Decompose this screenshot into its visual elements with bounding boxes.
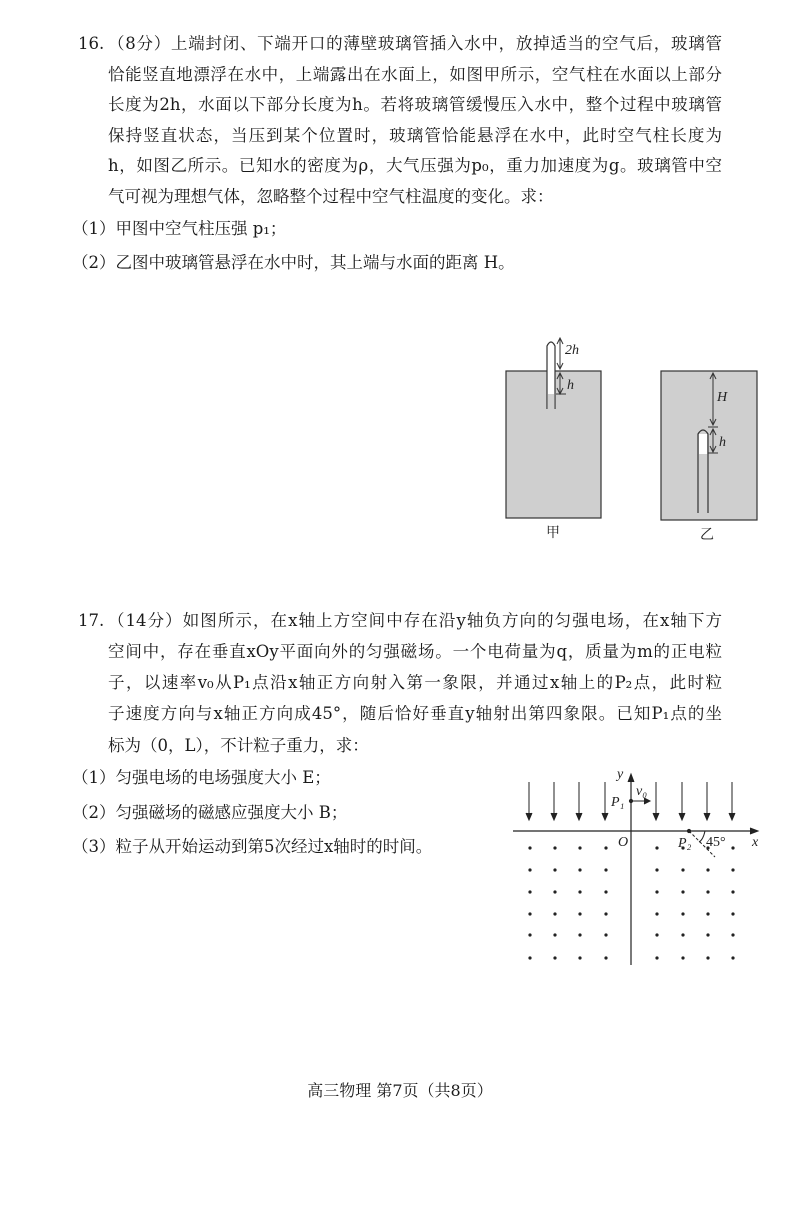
field-dot	[553, 868, 556, 871]
arrow-head	[679, 813, 685, 820]
field-dot	[553, 956, 556, 959]
field-dot	[578, 956, 581, 959]
field-dot	[604, 868, 607, 871]
field-dot	[604, 933, 607, 936]
field-dot	[528, 868, 531, 871]
field-dot	[681, 956, 684, 959]
q16-subquestion-1: （1）甲图中空气柱压强 p₁；	[72, 219, 287, 238]
field-dot	[528, 846, 531, 849]
field-dot	[731, 912, 734, 915]
label-v0: v₀	[636, 784, 648, 799]
field-dot	[604, 956, 607, 959]
field-dot	[706, 956, 709, 959]
field-dot	[681, 868, 684, 871]
page-footer: 高三物理 第7页（共8页）	[307, 1081, 493, 1100]
q17-line: 子速度方向与x轴正方向成45°，随后恰好垂直y轴射出第四象限。已知P₁点的坐	[108, 704, 722, 723]
arrow-head	[576, 813, 582, 820]
q16-subquestion-2: （2）乙图中玻璃管悬浮在水中时，其上端与水面的距离 H。	[72, 253, 515, 272]
q17-line: （14分）如图所示，在x轴上方空间中存在沿y轴负方向的匀强电场，在x轴下方	[108, 611, 722, 630]
field-dot	[655, 890, 658, 893]
field-dot	[604, 912, 607, 915]
arrow-head	[526, 813, 532, 820]
question-17-number: 17.	[78, 611, 105, 630]
field-dot	[655, 846, 658, 849]
q16-line: 长度为2h，水面以下部分长度为h。若将玻璃管缓慢压入水中，整个过程中玻璃管	[108, 95, 722, 114]
field-dot	[604, 890, 607, 893]
label-p2: P₂	[678, 836, 692, 851]
label-2h: 2h	[565, 343, 579, 358]
field-dot	[655, 933, 658, 936]
label-h: h	[719, 435, 726, 450]
field-dot	[706, 933, 709, 936]
arrow-head	[602, 813, 608, 820]
arrow-head	[729, 813, 735, 820]
q17-line: 空间中，存在垂直xOy平面向外的匀强磁场。一个电荷量为q，质量为m的正电粒	[108, 642, 722, 661]
field-dot	[528, 956, 531, 959]
q16-line: 气可视为理想气体，忽略整个过程中空气柱温度的变化。求：	[108, 187, 554, 206]
field-dot	[731, 956, 734, 959]
figure-jia	[506, 338, 601, 541]
q16-line: （8分）上端封闭、下端开口的薄壁玻璃管插入水中，放掉适当的空气后，玻璃管	[108, 34, 722, 53]
label-angle: 45°	[706, 835, 726, 850]
arrow-head	[653, 813, 659, 820]
field-dot	[578, 933, 581, 936]
label-jia: 甲	[546, 525, 560, 541]
field-dot	[528, 890, 531, 893]
field-dot	[553, 846, 556, 849]
field-dot	[706, 912, 709, 915]
field-dot	[655, 912, 658, 915]
field-dot	[706, 868, 709, 871]
arrow-head	[704, 813, 710, 820]
field-dot	[731, 890, 734, 893]
field-dot	[604, 846, 607, 849]
field-dot	[553, 890, 556, 893]
field-dot	[731, 933, 734, 936]
field-dot	[655, 868, 658, 871]
arrow-head	[551, 813, 557, 820]
field-dot	[731, 846, 734, 849]
q17-subquestion-1: （1）匀强电场的电场强度大小 E；	[72, 768, 331, 787]
q16-line: 恰能竖直地漂浮在水中，上端露出在水面上，如图甲所示，空气柱在水面以上部分	[108, 65, 722, 84]
label-h: h	[567, 378, 574, 393]
figure-yi	[661, 371, 757, 543]
q16-line: h，如图乙所示。已知水的密度为ρ，大气压强为p₀，重力加速度为g。玻璃管中空	[108, 156, 722, 175]
label-p1: P₁	[611, 795, 625, 810]
label-x-axis: x	[752, 835, 759, 850]
q16-line: 保持竖直状态，当压到某个位置时，玻璃管恰能悬浮在水中，此时空气柱长度为	[108, 126, 722, 145]
field-dot	[578, 890, 581, 893]
field-dot	[731, 868, 734, 871]
field-dot	[578, 868, 581, 871]
q17-line: 标为（0，L），不计粒子重力，求：	[108, 736, 369, 755]
field-dot	[706, 890, 709, 893]
figure-field	[513, 774, 758, 965]
q17-subquestion-2: （2）匀强磁场的磁感应强度大小 B；	[72, 803, 348, 822]
field-dot	[553, 912, 556, 915]
field-dot	[528, 933, 531, 936]
field-dot	[655, 956, 658, 959]
field-dot	[681, 890, 684, 893]
q17-subquestion-3: （3）粒子从开始运动到第5次经过x轴时的时间。	[72, 837, 433, 856]
label-H: H	[717, 390, 728, 405]
field-dot	[528, 912, 531, 915]
field-dot	[681, 912, 684, 915]
field-dot	[578, 846, 581, 849]
question-16-number: 16.	[78, 34, 105, 53]
field-dot	[553, 933, 556, 936]
label-origin: O	[618, 835, 629, 850]
field-dot	[578, 912, 581, 915]
label-y-axis: y	[617, 767, 624, 782]
q17-line: 子，以速率v₀从P₁点沿x轴正方向射入第一象限，并通过x轴上的P₂点，此时粒	[108, 673, 722, 692]
label-yi: 乙	[700, 527, 714, 543]
field-dot	[681, 933, 684, 936]
